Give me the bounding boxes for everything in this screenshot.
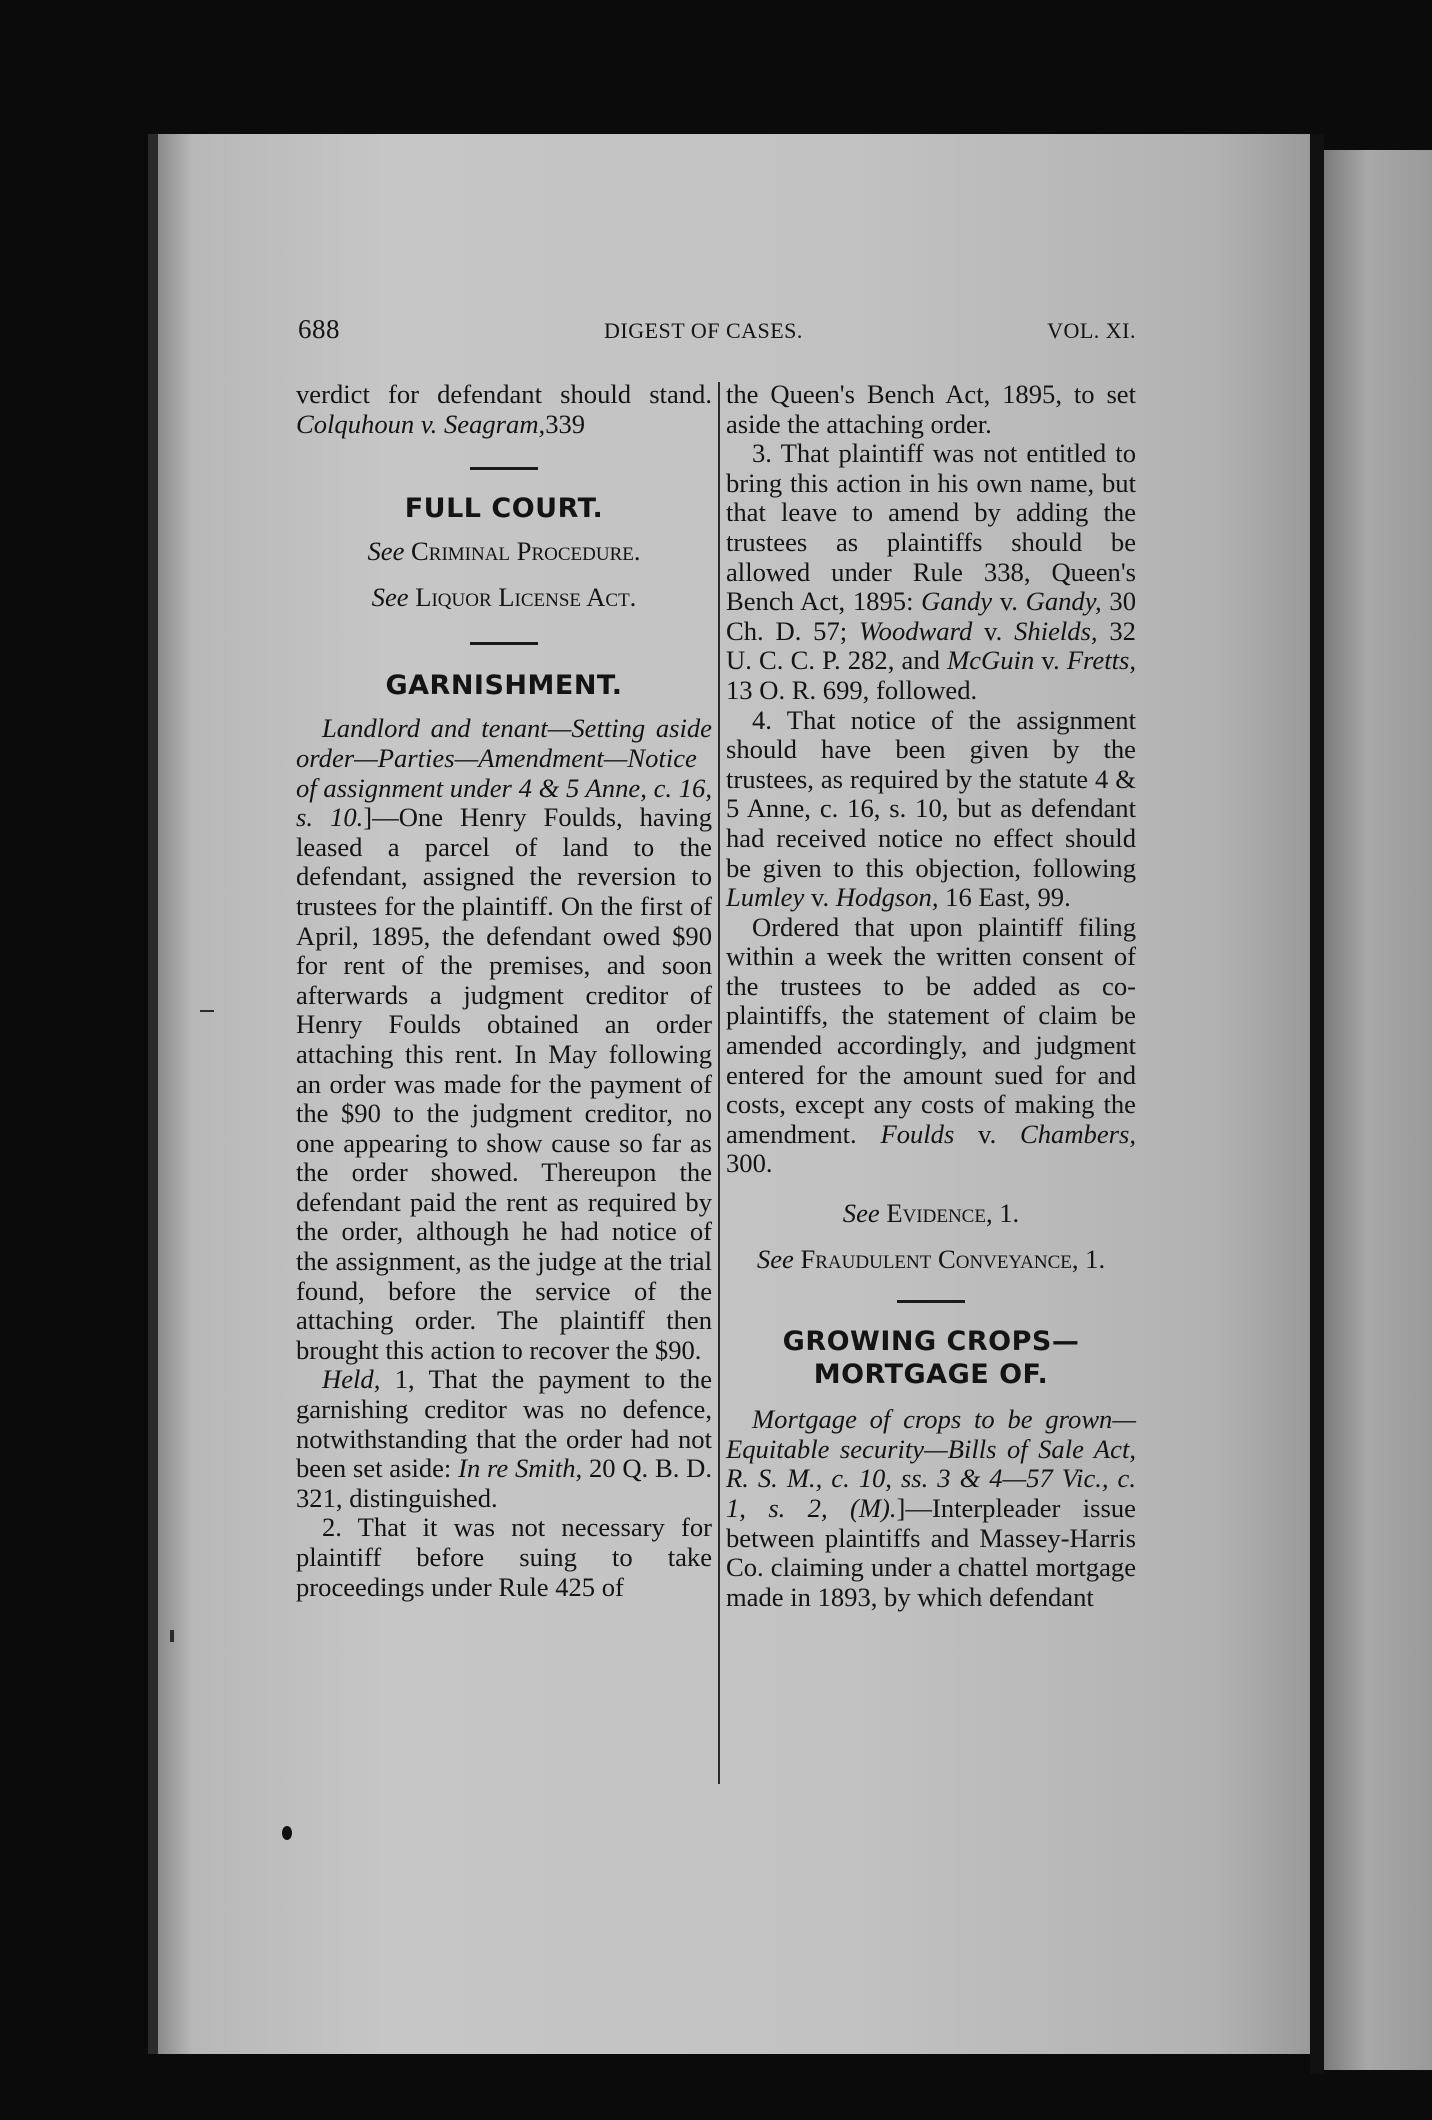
- page-number: 688: [298, 314, 340, 344]
- point-3: 3. That plaintiff was not entitled to bring this action in his own name, but that leave to amend by adding the trustees as plaintiffs should be allowed under Rule 338, Queen's Bench Act, 1895: Gandy v. Gandy, 30 Ch. D. 57; Woodward v. Shields, 32 U. C. C. P. 282, and McGuin v. Fretts, 13 O. R. 699, followed.: [726, 438, 1136, 705]
- continued-paragraph: verdict for defendant should stand. Colquhoun v. Seagram,339: [296, 379, 712, 439]
- heading-full-court: FULL COURT.: [404, 493, 604, 525]
- growing-crops-entry: Mortgage of crops to be grown—Equitable security—Bills of Sale Act, R. S. M., c. 10, ss. 3 & 4—57 Vic., c. 1, s. 2, (M).]—Interpleader issue between plaintiffs and Massey-Harris Co. claiming under a chattel mortgage made in 1893, by which defendant: [726, 1404, 1136, 1612]
- case-page: 300.: [726, 1148, 773, 1179]
- cross-reference: See Criminal Procedure.: [367, 536, 641, 567]
- case-citation: In re Smith,: [458, 1453, 583, 1484]
- right-column: [726, 380, 1136, 1780]
- ink-spot: [282, 1826, 292, 1840]
- held-paragraph-2: 2. That it was not necessary for plaintiff before suing to take proceedings under Rule 425 of: [296, 1512, 712, 1602]
- left-column: [296, 380, 712, 1780]
- point-4: 4. That notice of the assignment should have been given by the trustees, as required by the statute 4 & 5 Anne, c. 16, s. 10, but as defendant had received notice no effect should be given to this objection, following Lumley v. Hodgson, 16 East, 99.: [726, 704, 1136, 913]
- running-title: DIGEST OF CASES.: [604, 318, 803, 343]
- heading-growing-crops: GROWING CROPS—MORTGAGE OF.: [782, 1326, 1080, 1391]
- heading-garnishment: GARNISHMENT.: [385, 670, 623, 702]
- catchwords: Landlord and tenant—Setting aside order—Parties—Amendment—Notice of assignment under 4 & 5 Anne, c. 16, s. 10.: [296, 713, 712, 833]
- continued-paragraph: the Queen's Bench Act, 1895, to set aside the attaching order.: [726, 379, 1136, 439]
- column-rule: [718, 382, 720, 1784]
- order-paragraph: Ordered that upon plaintiff filing within a week the written consent of the trustees to be added as co-plaintiffs, the statement of claim be amended accordingly, and judgment entered for the amount sued for and costs, except any costs of making the amendment. Foulds v. Chambers, 300.: [726, 911, 1136, 1179]
- volume-label: VOL. XI.: [1047, 318, 1136, 343]
- page-gutter: [1310, 134, 1324, 2074]
- cross-reference: See Liquor License Act.: [371, 581, 637, 612]
- cross-reference: See Fraudulent Conveyance, 1.: [756, 1243, 1106, 1274]
- facing-page-edge: [1324, 150, 1432, 2070]
- held-paragraph: Held, 1, That the payment to the garnishing creditor was no defence, notwithstanding that the order had not been set aside: In re Smith, 20 Q. B. D. 321, distinguished.: [296, 1364, 712, 1513]
- running-head: [298, 314, 1136, 354]
- scan-speck: [170, 1630, 174, 1642]
- catchwords: Mortgage of crops to be grown—Equitable security—Bills of Sale Act, R. S. M., c. 10, ss. 3 & 4—57 Vic., c. 1, s. 2, (M).: [726, 1404, 1136, 1523]
- cross-reference: See Evidence, 1.: [842, 1198, 1020, 1229]
- garnishment-entry: Landlord and tenant—Setting aside order—Parties—Amendment—Notice of assignment under 4 & 5 Anne, c. 16, s. 10.]—One Henry Foulds, having leased a parcel of land to the defendant, assigned the reversion to trustees for the plaintiff. On the first of April, 1895, the defendant owed $90 for rent of the premises, and soon afterwards a judgment creditor of Henry Foulds obtained an order attaching this rent. In May following an order was made for the payment of the $90 to the judgment creditor, no one appearing to show cause so far as the order showed. Thereupon the defendant paid the rent as required by the order, although he had notice of the assignment, as the judge at the trial found, before the service of the attaching order. The plaintiff then brought this action to recover the $90.: [296, 713, 712, 1365]
- case-citation: Colquhoun v. Seagram,: [296, 408, 546, 439]
- scan-speck: [200, 1010, 214, 1012]
